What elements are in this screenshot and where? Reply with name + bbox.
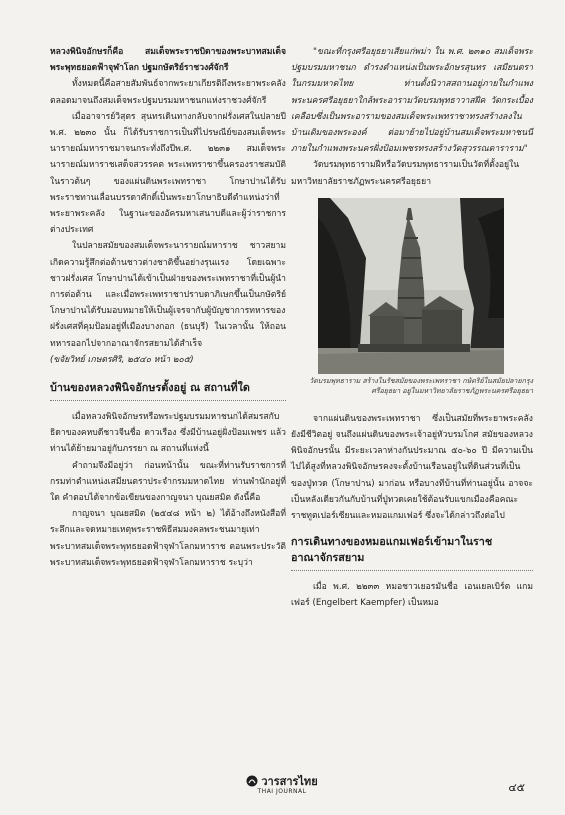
body-paragraph: กาญจนา บุณยสมิต (๒๕๔๘ หน้า ๒) ได้อ้างถึงหนังสือที่ระลึกและจดหมายเหตุพระราชพิธีสมมงคลพระชนมายุเท่าพระบาทสมเด็จพระพุทธยอดฟ้าจุฬาโลกมหาราช ตอนพระประวัติพระบาทสมเด็จพระพุทธยอดฟ้าจุฬาโลกมหาราช ระบุว่า bbox=[50, 509, 286, 568]
historical-quote: "ขณะที่กรุงศรีอยุธยาเสียแก่พม่า ใน พ.ศ. ๒๓๑๐ สมเด็จพระปฐมบรมมหาชนก ดำรงตำแหน่งเป็นพระอักษรสุนทร เสมียนตราในกรมมหาดไทย ท่านตั้งนิวาสสถานอยู่ภายในกำแพงพระนครศรีอยุธยาใกล้พระอารามวัดบรมพุทธาวาสฝีค วัดกระเบื้องเคลือบซึ่งเป็นพระอารามของสมเด็จพระเพทราชาทรงสร้างลงในบ้านเดิมของพระองค์ ต่อมาย้ายไปอยู่บ้านสมเด็จพระมหาชนนีภายในกำแพงพระนครฝั่งป้อมเพชรทรงสร้างวัดสุวรรณดาราราม" bbox=[291, 47, 533, 155]
body-paragraph: จากแผ่นดินของพระเพทราชา ซึ่งเป็นสมัยที่พระยาพระคลังยังมีชีวิตอยู่ จนถึงแผ่นดินของพระเจ้าอยู่หัวบรมโกศ สมัยของหลวงพินิจอักษรนั้น มีระยะเวลาห่างกันประมาณ ๕๐-๖๐ ปี มีความเป็นไปได้สูงที่หลวงพินิจอักษรคงจะตั้งบ้านเรือนอยู่ในที่ดินส่วนที่เป็นของปู่ทวด (โกษาปาน) มาก่อน หรือบางทีบ้านที่ท่านอยู่นั้น อาจจะเป็นหลังเดียวกันกับบ้านที่ปู่ทวดเคยใช้ต้อนรับแขกเมืองคือคณะราชทูตเปอร์เซียนและหมอแกมเฟอร์ ซึ่งจะได้กล่าวถึงต่อไป bbox=[291, 413, 533, 522]
journal-logo-subtitle: THAI JOURNAL bbox=[257, 788, 307, 795]
body-paragraph: ในปลายสมัยของสมเด็จพระนารายณ์มหาราช ชาวสยามเกิดความรู้สึกต่อต้านชาวต่างชาติขึ้นอย่างรุนแรง โดยเฉพาะชาวฝรั่งเศส โกษาปานได้เข้าเป็นฝ่ายของพระเพทราชาที่เป็นผู้นำการต่อต้าน และเมื่อพระเพทราชาปราบดาภิเษกขึ้นเป็นกษัตริย์ โกษาปานได้รับมอบหมายให้เป็นผู้เจรจากับผู้บัญชาการทหารของฝรั่งเศสที่คุมป้อมอยู่ที่เมืองบางกอก (ธนบุรี) ในเวลานั้น ให้ถอนทหารออกไปจากอาณาจักรสยามได้สำเร็จ bbox=[50, 241, 286, 349]
section-heading-house-location: บ้านของหลวงพินิจอักษรตั้งอยู่ ณ สถานที่ใด bbox=[50, 380, 286, 401]
body-paragraph: เมื่ออาจารย์วิสุตร สุนทรเดินทางกลับจากฝรั่งเศสในปลายปี พ.ศ. ๒๒๓๐ นั้น ก็ได้รับราชการเป็นที่ไปรษณีย์ของสมเด็จพระนารายณ์มหาราชมาจนกระทั่งถึงปีพ.ศ. ๒๒๓๑ สมเด็จพระนารายณ์มหาราชเสด็จสวรรคต พระเพทราชาขึ้นครองราชสมบัติในราวต้นๆ ของแผ่นดินพระเพทราชา โกษาปานได้รับพระราชทานเลื่อนบรรดาศักดิ์เป็นพระยาโกษาธิบดีตำแหน่งว่าที่พระยาพระคลัง ในฐานะของอัครมหาเสนาบดีและผู้ว่าราชการต่างประเทศ bbox=[50, 111, 286, 236]
right-column bbox=[291, 44, 533, 612]
photo-caption: วัดบรมพุทธาราม สร้างในรัชสมัยของพระเพทราชา กษัตริย์ในสมัยปลายกรุงศรีอยุธยา อยู่ในมหาวิทยาลัยราชภัฏพระนครศรีอยุธยา bbox=[309, 376, 533, 396]
body-paragraph: ทั้งหมดนี้คือสายสัมพันธ์จากพระยาเกียรติถึงพระยาพระคลัง ตลอดมาจนถึงสมเด็จพระปฐมบรมมหาชนกแห่งราชวงศ์จักรี bbox=[50, 79, 286, 106]
body-paragraph: เมื่อหลวงพินิจอักษรหรือพระปฐมบรมมหาชนกได้สมรสกับธิดาของคหบดีชาวจีนชื่อ ดาวเรือง ซึ่งมีบ้านอยู่ฝั่งป้อมเพชร แล้วท่านได้ย้ายมาอยู่กับภรรยา ณ สถานที่แห่งนี้ bbox=[50, 412, 286, 455]
reference-citation: (ขจัยวิทย์ เกษตรศิริ, ๒๕๔๐ หน้า ๒๐๕) bbox=[50, 354, 194, 365]
journal-emblem-icon bbox=[246, 775, 258, 787]
journal-logo-text: วารสารไทย bbox=[261, 775, 318, 788]
lead-heading-paragraph: หลวงพินิจอักษรก็คือ สมเด็จพระราชบิดาของพระบาทสมเด็จพระพุทธยอดฟ้าจุฬาโลก ปฐมกษัตริย์ราชวงศ์จักรี bbox=[50, 47, 286, 74]
body-paragraph: คำถามจึงมีอยู่ว่า ก่อนหน้านั้น ขณะที่ท่านรับราชการที่กรมท่าตำแหน่งเสมียนตราประจำกรมมหาดไทย ท่านพำนักอยู่ที่ใด คำตอบได้จากข้อเขียนของกาญจนา บุณยสมิต ดังนี้คือ bbox=[50, 460, 286, 504]
temple-ruins-photo bbox=[318, 198, 504, 374]
section-heading-kaempfer-journey: การเดินทางของหมอแกมเฟอร์เข้ามาในราชอาณาจักรสยาม bbox=[291, 534, 533, 571]
journal-logo bbox=[232, 772, 332, 795]
body-paragraph: เมื่อ พ.ศ. ๒๒๓๓ หมอชาวเยอรมันชื่อ เอนเยลเบิร์ต แกมเฟอร์ (Engelbert Kaempfer) เป็นหมอ bbox=[291, 582, 533, 609]
page-number: ๔๕ bbox=[508, 781, 525, 794]
left-column bbox=[50, 44, 286, 571]
body-paragraph: วัดบรมพุทธารามฝีหรือวัดบรมพุทธารามเป็นวัดที่ตั้งอยู่ในมหาวิทยาลัยราชภัฏพระนครศรีอยุธยา bbox=[291, 160, 520, 187]
temple-photo-figure bbox=[318, 198, 504, 374]
